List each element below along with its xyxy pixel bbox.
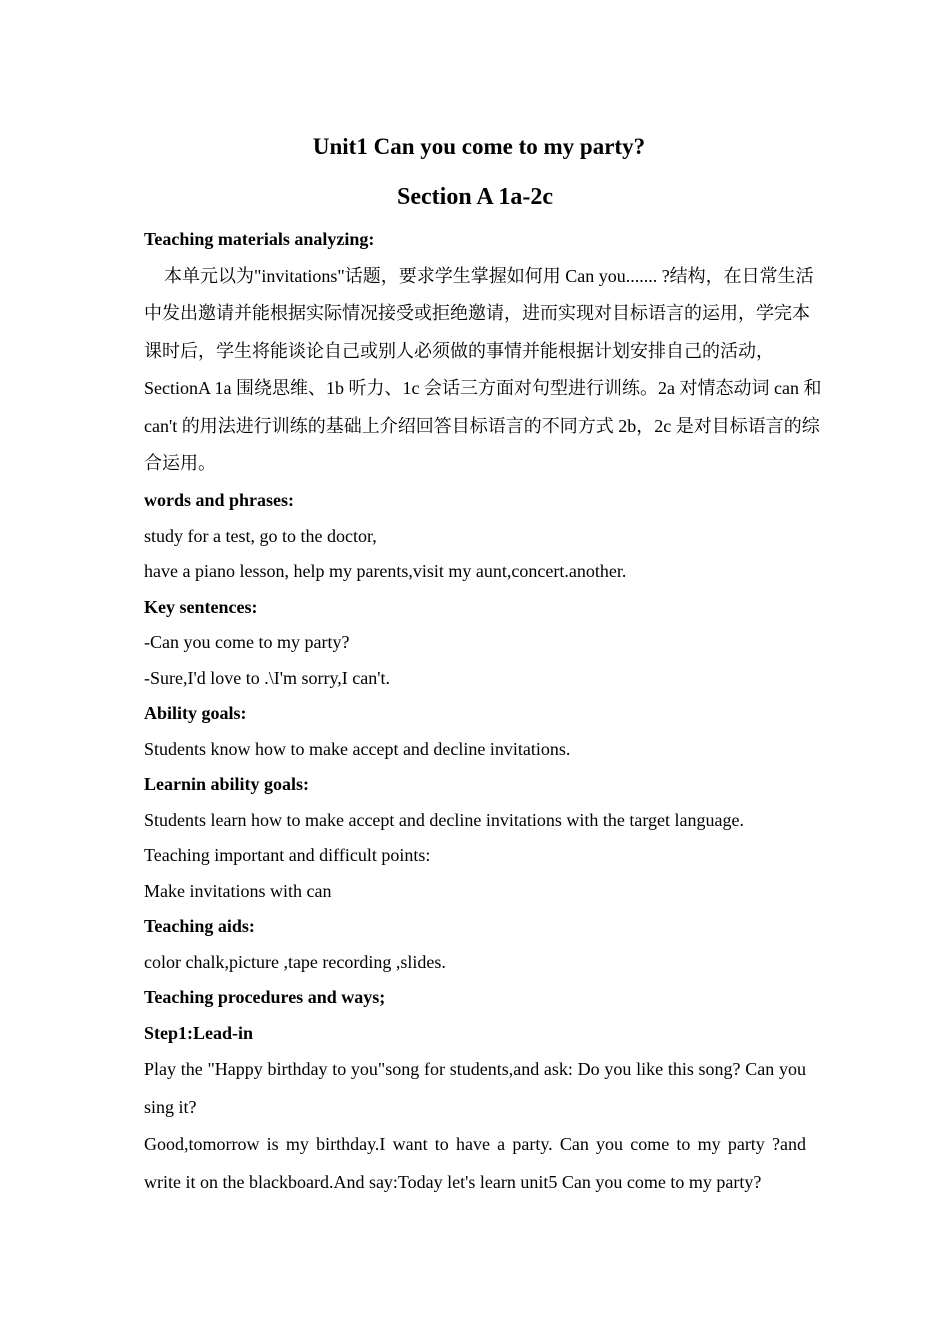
words-heading: words and phrases: xyxy=(144,490,295,511)
step1-heading: Step1:Lead-in xyxy=(144,1022,254,1043)
learning-goals-text: Students learn how to make accept and decline invitations with the target language. xyxy=(144,809,744,830)
materials-heading: Teaching materials analyzing: xyxy=(144,229,375,249)
key-sentence-2: -Sure,I'd love to .\I'm sorry,I can't. xyxy=(144,667,390,688)
step1-paragraph-2: Good,tomorrow is my birthday.I want to have a party. Can you come to my party ?and write it on the blackboard.And say:Today let's learn unit5 Can you come to my party? xyxy=(144,1134,806,1192)
teaching-aids-text: color chalk,picture ,tape recording ,slides. xyxy=(144,951,446,972)
teaching-aids-heading: Teaching aids: xyxy=(144,916,255,937)
words-line-1: study for a test, go to the doctor, xyxy=(144,525,377,546)
document-body xyxy=(144,222,824,1201)
important-points-heading: Teaching important and difficult points: xyxy=(144,845,431,866)
materials-paragraph: 本单元以为"invitations"话题，要求学生掌握如何用 Can you....... ?结构，在日常生活中发出邀请并能根据实际情况接受或拒绝邀请，进而实现对目标语言的运用，学完本课时后，学生将能谈论自己或别人必须做的事情并能根据计划安排自己的活动，SectionA 1a 围绕思维、1b 听力、1c 会话三方面对句型进行训练。2a 对情态动词 can 和 can't 的用法进行训练的基础上介绍回答目标语言的不同方式 2b，2c 是对目标语言的综合运用。 xyxy=(144,265,822,474)
step1-paragraph-1: Play the "Happy birthday to you"song for students,and ask: Do you like this song? Can you sing it? xyxy=(144,1059,806,1117)
document-title: Unit1 Can you come to my party? xyxy=(312,134,646,159)
key-sentences-heading: Key sentences: xyxy=(144,596,258,617)
ability-goals-text: Students know how to make accept and decline invitations. xyxy=(144,738,571,759)
learning-goals-heading: Learnin ability goals: xyxy=(144,774,310,795)
words-line-2: have a piano lesson, help my parents,visit my aunt,concert.another. xyxy=(144,561,627,582)
document-subtitle: Section A 1a-2c xyxy=(397,184,553,210)
important-points-text: Make invitations with can xyxy=(144,880,332,901)
procedures-heading: Teaching procedures and ways; xyxy=(144,987,386,1008)
key-sentence-1: -Can you come to my party? xyxy=(144,632,350,653)
ability-goals-heading: Ability goals: xyxy=(144,703,247,724)
